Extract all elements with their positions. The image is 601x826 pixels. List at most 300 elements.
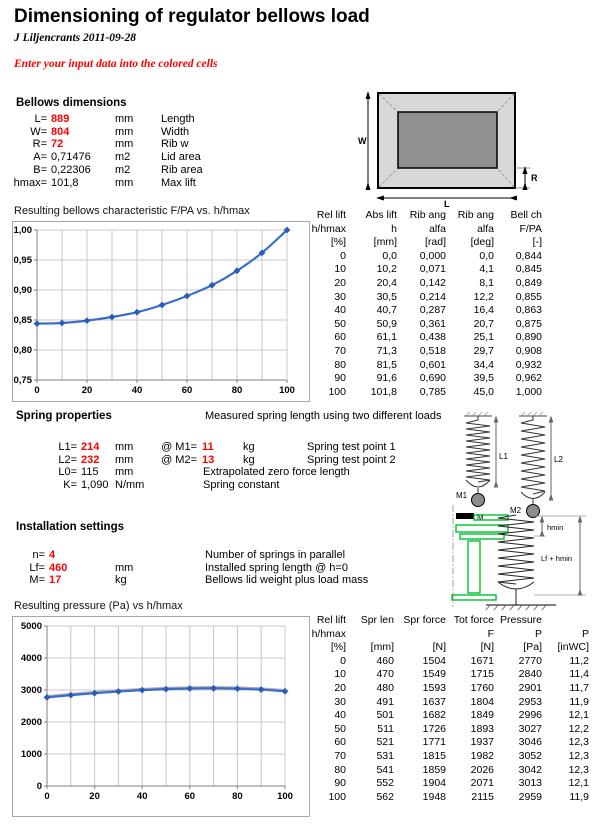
table-cell: 0,287 — [419, 304, 446, 317]
svg-text:0,80: 0,80 — [13, 345, 32, 356]
svg-text:3000: 3000 — [20, 685, 42, 696]
bellows-characteristic-chart — [12, 221, 310, 402]
table-cell: 1637 — [422, 695, 446, 708]
table-cell: 0,863 — [515, 304, 542, 317]
table-row — [300, 250, 544, 264]
param-unit: kg — [243, 453, 255, 466]
table-cell: 2953 — [518, 695, 542, 708]
table-cell: 10 — [334, 668, 346, 681]
table-cell: 3046 — [518, 736, 542, 749]
data-point-marker — [115, 688, 122, 695]
installation-settings-heading: Installation settings — [16, 521, 124, 533]
data-point-marker — [34, 320, 41, 327]
table-row — [300, 736, 591, 750]
table-cell: 2115 — [471, 790, 494, 803]
param-label: L2= — [58, 453, 77, 466]
author-line: J Liljencrants 2011-09-28 — [14, 32, 137, 44]
table-row — [300, 791, 591, 805]
table-row — [300, 304, 544, 318]
chart1-title: Resulting bellows characteristic F/PA vs. h/hmax — [14, 205, 250, 217]
data-point-marker — [210, 685, 217, 692]
table-row — [300, 614, 591, 628]
ground-hatch — [486, 605, 546, 610]
param-label: @ M1= — [161, 441, 197, 453]
table-cell: F/PA — [519, 222, 542, 235]
svg-text:1,00: 1,00 — [13, 225, 32, 236]
table-cell: 20 — [334, 681, 346, 694]
table-cell: 541 — [376, 763, 394, 776]
table-cell: h/hmax — [311, 627, 346, 640]
svg-text:20: 20 — [81, 385, 93, 396]
input-cell-M2[interactable]: 13 — [202, 453, 215, 466]
svg-text:0: 0 — [36, 781, 42, 792]
svg-text:100: 100 — [279, 385, 295, 396]
instruction-text: Enter your input data into the colored cells — [14, 58, 218, 70]
resulting-pressure-chart — [12, 616, 310, 817]
table-cell: 0,690 — [419, 372, 446, 385]
table-cell: 80 — [334, 763, 346, 776]
computed-cell-A: 0,71476 — [51, 151, 91, 164]
bellows-lid-rect — [398, 112, 497, 168]
table-cell: Rel lift — [316, 209, 346, 221]
param-label: M= — [29, 574, 45, 587]
table-cell: 3052 — [518, 749, 542, 762]
table-cell: 2071 — [470, 777, 494, 790]
m1-mass-label: M1 — [456, 491, 468, 500]
svg-text:80: 80 — [232, 791, 243, 802]
param-desc: Number of springs in parallel — [205, 549, 346, 561]
table-cell — [544, 614, 591, 628]
table-cell: 1715 — [470, 668, 494, 681]
lf-hmin-dimension-label: Lf + hmin — [541, 554, 573, 563]
table-cell: 12,2 — [568, 722, 589, 735]
table-cell: 11,9 — [569, 790, 589, 803]
table-cell: 0,962 — [515, 372, 542, 385]
param-label: Lf= — [29, 561, 45, 574]
table-cell: 0,844 — [515, 249, 542, 262]
table-cell: 45,0 — [473, 385, 494, 398]
table-cell: 12,3 — [568, 763, 589, 776]
svg-text:2000: 2000 — [20, 717, 42, 728]
table-cell: 480 — [376, 681, 394, 694]
computed-cell-K: 1,090 — [81, 479, 109, 492]
table-cell: 2770 — [518, 654, 542, 667]
svg-text:100: 100 — [277, 791, 293, 802]
m2-mass-label: M2 — [510, 506, 522, 515]
data-point-marker — [139, 687, 146, 694]
table-cell: 90 — [334, 372, 346, 385]
input-cell-W[interactable]: 804 — [51, 125, 70, 138]
table-cell: 1982 — [470, 749, 494, 762]
table-cell: 0,890 — [515, 331, 542, 344]
table-cell: 30 — [334, 695, 346, 708]
table-cell: P — [534, 627, 542, 640]
table-row — [300, 628, 591, 642]
table-cell: 0,785 — [419, 385, 446, 398]
table-cell: 1671 — [470, 654, 494, 667]
table-cell: 12,1 — [568, 777, 589, 790]
data-point-marker — [163, 686, 170, 693]
param-label: L= — [34, 113, 47, 125]
param-unit: N/mm — [115, 479, 145, 492]
table-cell: 0,361 — [419, 317, 446, 330]
table-cell: 531 — [376, 749, 394, 762]
input-cell-L2[interactable]: 232 — [81, 453, 100, 466]
data-point-marker — [258, 686, 265, 693]
table-cell: 0,438 — [419, 331, 446, 344]
table-cell: 16,4 — [473, 304, 494, 317]
table-cell: 70 — [334, 344, 346, 357]
param-label: W= — [30, 125, 47, 138]
table-cell: 50 — [334, 317, 346, 330]
svg-text:4000: 4000 — [20, 653, 42, 664]
table-cell: [rad] — [424, 236, 446, 249]
param-label: @ M2= — [161, 453, 197, 466]
data-point-marker — [59, 320, 66, 327]
computed-cell-hmax: 101,8 — [51, 176, 79, 189]
table-cell: Abs lift — [365, 209, 397, 221]
table-cell: 0,0 — [479, 249, 494, 262]
param-desc: Extrapolated zero force length — [203, 466, 350, 479]
param-desc: Spring constant — [203, 479, 280, 492]
table-cell: 491 — [376, 695, 394, 708]
load-mass-block — [456, 513, 474, 519]
param-unit: mm — [115, 138, 134, 151]
table-row — [300, 750, 591, 764]
table-row — [300, 696, 591, 710]
svg-text:60: 60 — [181, 385, 193, 396]
param-unit: mm — [115, 176, 134, 189]
table-row — [300, 345, 544, 359]
table-cell: 40,7 — [376, 304, 397, 317]
table-cell: 3027 — [518, 722, 542, 735]
svg-text:5000: 5000 — [20, 621, 42, 632]
table-cell: 61,1 — [376, 331, 397, 344]
table-cell: 0,875 — [515, 317, 542, 330]
table-cell: 10 — [334, 263, 346, 276]
table-row — [300, 655, 591, 669]
param-unit: mm — [115, 441, 134, 453]
svg-text:20: 20 — [89, 791, 100, 802]
table-row — [300, 291, 544, 305]
table-cell: 1549 — [422, 668, 446, 681]
param-unit: m2 — [115, 151, 131, 164]
param-desc: Rib area — [161, 163, 203, 176]
param-label: A= — [33, 151, 47, 164]
table-cell: 552 — [376, 777, 394, 790]
table-cell: 0,214 — [419, 290, 446, 303]
table-cell: 1849 — [470, 709, 494, 722]
pressure-table — [300, 614, 591, 804]
param-unit: mm — [115, 561, 134, 574]
param-label: B= — [33, 163, 47, 176]
table-cell: 80 — [334, 358, 346, 371]
table-cell: 0 — [340, 249, 346, 262]
table-cell: h — [391, 222, 397, 235]
table-row — [300, 777, 591, 791]
table-cell: 12,3 — [568, 736, 589, 749]
table-row — [300, 331, 544, 345]
table-cell: 20,4 — [376, 276, 397, 289]
param-unit: mm — [115, 453, 134, 466]
table-cell: 0,845 — [515, 263, 542, 276]
table-cell: 1,000 — [515, 385, 542, 398]
table-row — [300, 386, 544, 400]
input-cell-L1[interactable]: 214 — [81, 441, 100, 453]
table-cell: [inWC] — [557, 641, 589, 654]
data-point-marker — [186, 685, 193, 692]
table-row — [300, 764, 591, 778]
data-point-marker — [109, 314, 116, 321]
table-cell: Rib ang — [409, 209, 446, 221]
table-cell: [N] — [432, 641, 446, 654]
spring1-drawing — [456, 412, 508, 507]
table-cell: [mm] — [373, 236, 397, 249]
param-desc: Bellows lid weight plus load mass — [205, 574, 369, 587]
table-cell: 12,2 — [473, 290, 494, 303]
table-cell: [N] — [480, 641, 494, 654]
table-cell: 2026 — [470, 763, 494, 776]
table-row — [300, 668, 591, 682]
table-cell: 60 — [334, 736, 346, 749]
param-label: L1= — [58, 441, 77, 453]
param-label: L0= — [58, 466, 77, 479]
param-desc: Width — [161, 125, 190, 138]
table-row — [300, 318, 544, 332]
input-cell-M[interactable]: 17 — [49, 574, 62, 587]
table-cell: 30 — [334, 290, 346, 303]
bellows-topview-diagram — [358, 86, 598, 208]
table-cell: 3042 — [518, 763, 542, 776]
svg-text:0,90: 0,90 — [13, 285, 32, 296]
input-cell-L[interactable]: 889 — [51, 113, 70, 125]
table-cell: 460 — [376, 654, 394, 667]
input-cell-Lf[interactable]: 460 — [49, 561, 68, 574]
data-point-marker — [184, 293, 191, 300]
param-desc: Lid area — [161, 151, 201, 164]
table-cell: 20 — [334, 276, 346, 289]
input-cell-n[interactable]: 4 — [49, 549, 56, 561]
table-cell: 3013 — [518, 777, 542, 790]
table-cell: 100 — [328, 385, 346, 398]
table-cell: 91,6 — [376, 372, 397, 385]
table-cell: 11,9 — [569, 695, 589, 708]
param-unit: m2 — [115, 163, 131, 176]
table-cell: 25,1 — [473, 331, 494, 344]
table-cell: h/hmax — [311, 222, 346, 235]
param-unit: kg — [115, 574, 127, 587]
param-label: R= — [32, 138, 47, 151]
data-point-marker — [234, 685, 241, 692]
svg-text:60: 60 — [184, 791, 196, 802]
table-cell: 29,7 — [473, 344, 494, 357]
chart2-title: Resulting pressure (Pa) vs h/hmax — [14, 600, 183, 612]
param-desc: Max lift — [161, 176, 196, 189]
table-cell: 0,518 — [419, 344, 446, 357]
table-cell: 40 — [334, 709, 346, 722]
table-row — [300, 709, 591, 723]
param-label: hmax= — [13, 176, 47, 189]
svg-text:0: 0 — [44, 791, 50, 802]
input-cell-M1[interactable]: 11 — [202, 441, 214, 453]
data-point-marker — [159, 302, 166, 309]
table-cell: 0,0 — [382, 249, 397, 262]
spring-properties-heading: Spring properties — [16, 410, 112, 422]
table-cell: 1682 — [422, 709, 446, 722]
bellows-dimensions-heading: Bellows dimensions — [16, 97, 127, 109]
param-label: K= — [63, 479, 77, 492]
table-cell: 101,8 — [370, 385, 397, 398]
table-cell: 11,4 — [569, 668, 589, 681]
table-cell: 0,855 — [515, 290, 542, 303]
param-desc: Spring test point 2 — [307, 453, 396, 466]
r-dimension-label: R — [531, 173, 538, 183]
table-cell: 81,5 — [376, 358, 397, 371]
computed-cell-L0: 115 — [81, 466, 99, 479]
table-cell: 1593 — [422, 681, 446, 694]
hmin-dimension-label: hmin — [547, 523, 564, 532]
param-unit: mm — [115, 113, 134, 125]
table-cell: 2840 — [518, 668, 542, 681]
installed-spring-coil — [498, 515, 534, 584]
table-row — [300, 359, 544, 373]
table-row — [300, 372, 544, 386]
table-cell: 90 — [334, 777, 346, 790]
table-cell: 0,071 — [419, 263, 446, 276]
table-cell: 12,1 — [568, 709, 589, 722]
table-cell: 1815 — [422, 749, 446, 762]
table-cell: 50,9 — [376, 317, 397, 330]
table-cell: 4,1 — [479, 263, 494, 276]
l2-dimension-label: L2 — [554, 455, 563, 464]
table-cell: 1948 — [422, 790, 446, 803]
table-row — [300, 682, 591, 696]
table-cell: 12,3 — [568, 749, 589, 762]
param-label: n= — [32, 549, 45, 561]
table-cell: 470 — [376, 668, 394, 681]
table-cell: Pressure — [499, 614, 542, 626]
table-cell: 0,849 — [515, 276, 542, 289]
svg-text:40: 40 — [136, 791, 148, 802]
w-dimension-label: W — [358, 136, 367, 146]
table-cell: 2901 — [518, 681, 542, 694]
param-desc: Spring test point 1 — [307, 441, 396, 453]
table-cell: 1726 — [422, 722, 446, 735]
table-cell: 40 — [334, 304, 346, 317]
svg-text:1000: 1000 — [20, 749, 42, 760]
table-cell: Rel lift — [316, 614, 346, 626]
table-cell: P — [581, 627, 589, 640]
table-cell: 511 — [377, 722, 394, 735]
table-cell: 8,1 — [479, 276, 494, 289]
table-cell: 521 — [376, 736, 394, 749]
l1-dimension-label: L1 — [499, 452, 508, 461]
svg-text:0,75: 0,75 — [13, 375, 32, 386]
table-row — [300, 277, 544, 291]
param-desc: Installed spring length @ h=0 — [205, 561, 348, 574]
table-cell — [396, 628, 448, 642]
table-cell: 0,601 — [419, 358, 446, 371]
table-cell: 50 — [334, 722, 346, 735]
table-cell: 11,2 — [569, 654, 589, 667]
table-cell: Spr force — [403, 614, 446, 626]
table-cell: 0,908 — [515, 344, 542, 357]
table-cell: [deg] — [470, 236, 494, 249]
table-cell: Tot force — [453, 614, 494, 626]
table-cell: 71,3 — [376, 344, 397, 357]
table-cell: 100 — [328, 790, 346, 803]
svg-text:0,95: 0,95 — [13, 255, 32, 266]
data-point-marker — [134, 309, 141, 316]
input-cell-R[interactable]: 72 — [51, 138, 64, 151]
table-cell: 30,5 — [376, 290, 397, 303]
table-cell: 1904 — [422, 777, 446, 790]
svg-text:0: 0 — [34, 385, 40, 396]
table-cell: 11,7 — [569, 681, 589, 694]
table-cell: 1771 — [422, 736, 446, 749]
page-title: Dimensioning of regulator bellows load — [14, 6, 370, 27]
table-cell: alfa — [477, 222, 494, 235]
data-point-marker — [91, 690, 98, 697]
table-cell: 1937 — [470, 736, 494, 749]
table-cell: 60 — [334, 331, 346, 344]
table-cell: 10,2 — [376, 263, 397, 276]
table-cell: F — [487, 627, 494, 640]
param-unit: kg — [243, 441, 255, 453]
table-cell: 1760 — [470, 681, 494, 694]
table-row — [300, 223, 544, 237]
table-row — [300, 263, 544, 277]
table-cell: 0,932 — [515, 358, 542, 371]
spring2-drawing — [510, 412, 563, 518]
table-cell: 1893 — [470, 722, 494, 735]
table-cell: 0,142 — [419, 276, 446, 289]
svg-text:40: 40 — [131, 385, 143, 396]
table-cell: 0,000 — [419, 249, 446, 262]
table-row — [300, 236, 544, 250]
table-row — [300, 723, 591, 737]
computed-cell-B: 0,22306 — [51, 163, 91, 176]
table-cell: [mm] — [370, 641, 394, 654]
table-cell: 1859 — [422, 763, 446, 776]
table-cell: 20,7 — [473, 317, 494, 330]
param-desc: Rib w — [161, 138, 189, 151]
table-cell: 2996 — [518, 709, 542, 722]
table-cell: 562 — [376, 790, 394, 803]
installation-diagram — [446, 503, 601, 615]
table-cell: [%] — [330, 236, 346, 249]
table-cell: 1804 — [470, 695, 494, 708]
table-cell: Bell ch — [510, 209, 542, 221]
table-cell — [348, 628, 396, 642]
spring-note: Measured spring length using two different loads — [205, 410, 442, 422]
table-cell: 0 — [340, 654, 346, 667]
table-cell: 501 — [376, 709, 394, 722]
table-cell: alfa — [429, 222, 446, 235]
table-cell: 34,4 — [473, 358, 494, 371]
table-row — [300, 641, 591, 655]
table-cell: 2959 — [518, 790, 542, 803]
table-cell: Rib ang — [457, 209, 494, 221]
param-unit: mm — [115, 466, 134, 479]
table-cell: Spr len — [360, 614, 394, 626]
l-dimension-label: L — [444, 199, 450, 208]
param-unit: mm — [115, 125, 134, 138]
data-point-marker — [84, 317, 91, 324]
table-cell: [-] — [532, 236, 542, 249]
table-row — [300, 209, 544, 223]
table-cell: 1504 — [422, 654, 446, 667]
